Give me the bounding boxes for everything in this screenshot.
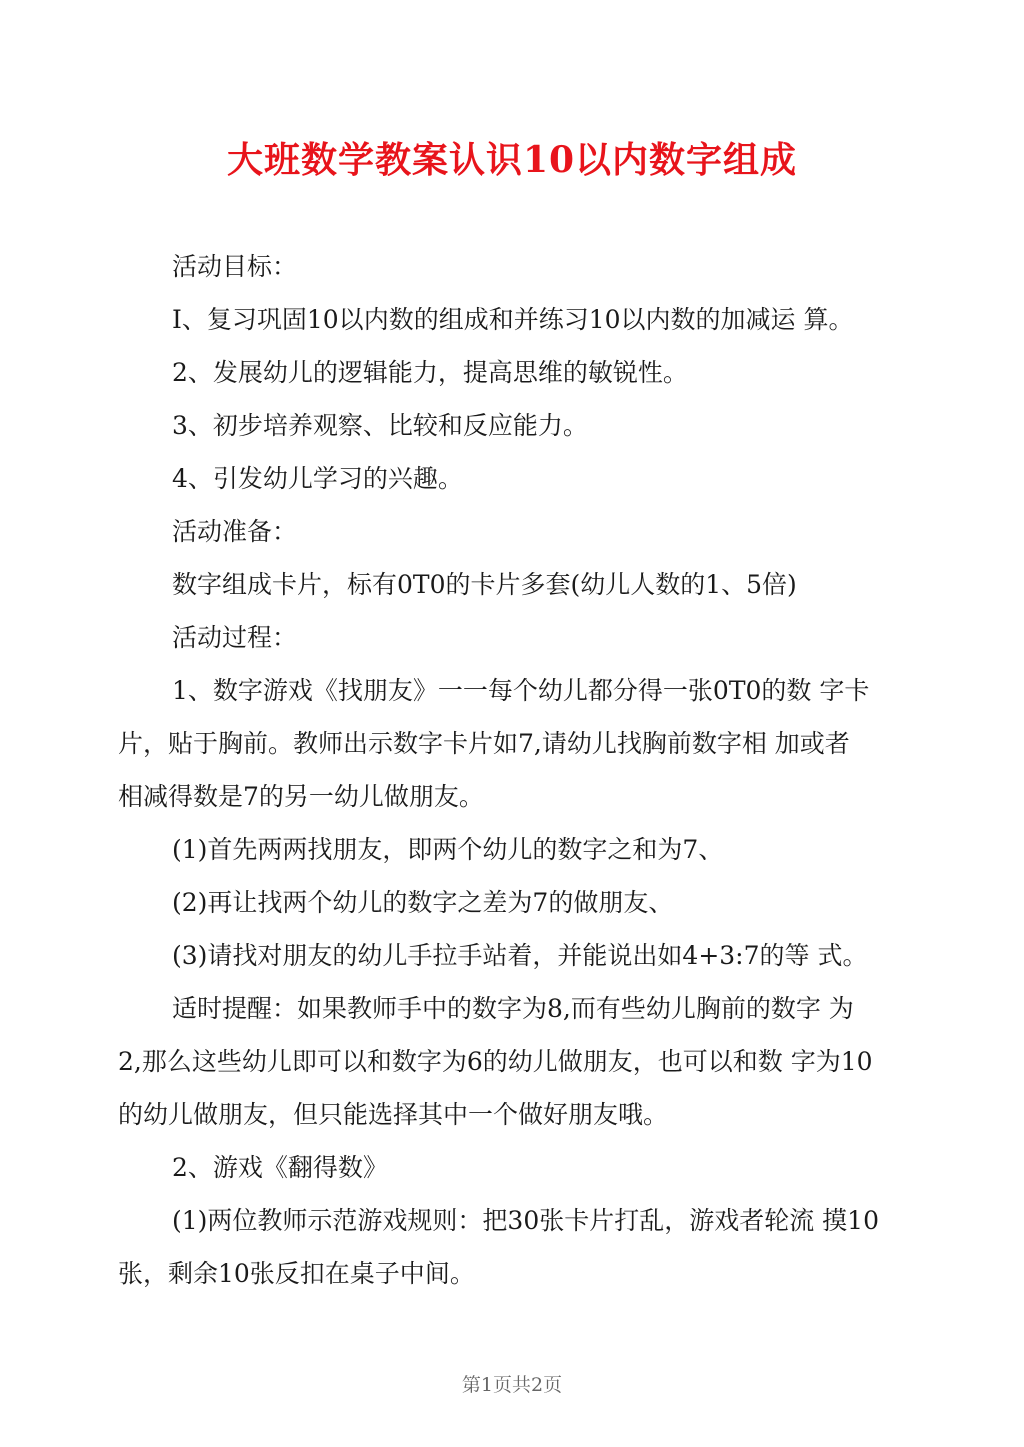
- section-heading-preparation: 活动准备：: [172, 517, 298, 546]
- objective-item-2: 2、发展幼儿的逻辑能力，提高思维的敏锐性。: [172, 358, 688, 387]
- process-step-2: (2)再让找两个幼儿的数字之差为7的做朋友、: [172, 888, 674, 917]
- process-paragraph-1-line-2: 片，贴于胸前。教师出示数字卡片如7,请幼儿找胸前数字相 加或者: [118, 729, 850, 758]
- section-heading-objectives: 活动目标：: [172, 252, 298, 281]
- reminder-line-1: 适时提醒：如果教师手中的数字为8,而有些幼儿胸前的数字 为: [172, 994, 854, 1023]
- process-paragraph-1-line-3: 相减得数是7的另一幼儿做朋友。: [118, 782, 484, 811]
- objective-item-4: 4、引发幼儿学习的兴趣。: [172, 464, 463, 493]
- objective-item-1: I、复习巩固10以内数的组成和并练习10以内数的加减运 算。: [172, 305, 854, 334]
- process-step-1: (1)首先两两找朋友，即两个幼儿的数字之和为7、: [172, 835, 724, 864]
- objective-item-3: 3、初步培养观察、比较和反应能力。: [172, 411, 588, 440]
- document-body: [118, 240, 908, 1300]
- preparation-text: 数字组成卡片，标有0T0的卡片多套(幼儿人数的1、5倍): [172, 570, 797, 599]
- section-heading-process: 活动过程：: [172, 623, 298, 652]
- process-step-3: (3)请找对朋友的幼儿手拉手站着，并能说出如4+3:7的等 式。: [172, 941, 868, 970]
- game-rule-line-2: 张，剩余10张反扣在桌子中间。: [118, 1259, 475, 1288]
- document-title: 大班数学教案认识10以内数字组成: [226, 139, 798, 181]
- page-footer: 第1页共2页: [461, 1374, 563, 1396]
- process-paragraph-1-line-1: 1、数字游戏《找朋友》一一每个幼儿都分得一张0T0的数 字卡: [172, 676, 870, 705]
- reminder-line-2: 2,那么这些幼儿即可以和数字为6的幼儿做朋友，也可以和数 字为10: [118, 1047, 873, 1076]
- game-rule-line-1: (1)两位教师示范游戏规则：把30张卡片打乱，游戏者轮流 摸10: [172, 1206, 879, 1235]
- reminder-line-3: 的幼儿做朋友，但只能选择其中一个做好朋友哦。: [118, 1100, 669, 1129]
- process-paragraph-2-heading: 2、游戏《翻得数》: [172, 1153, 388, 1182]
